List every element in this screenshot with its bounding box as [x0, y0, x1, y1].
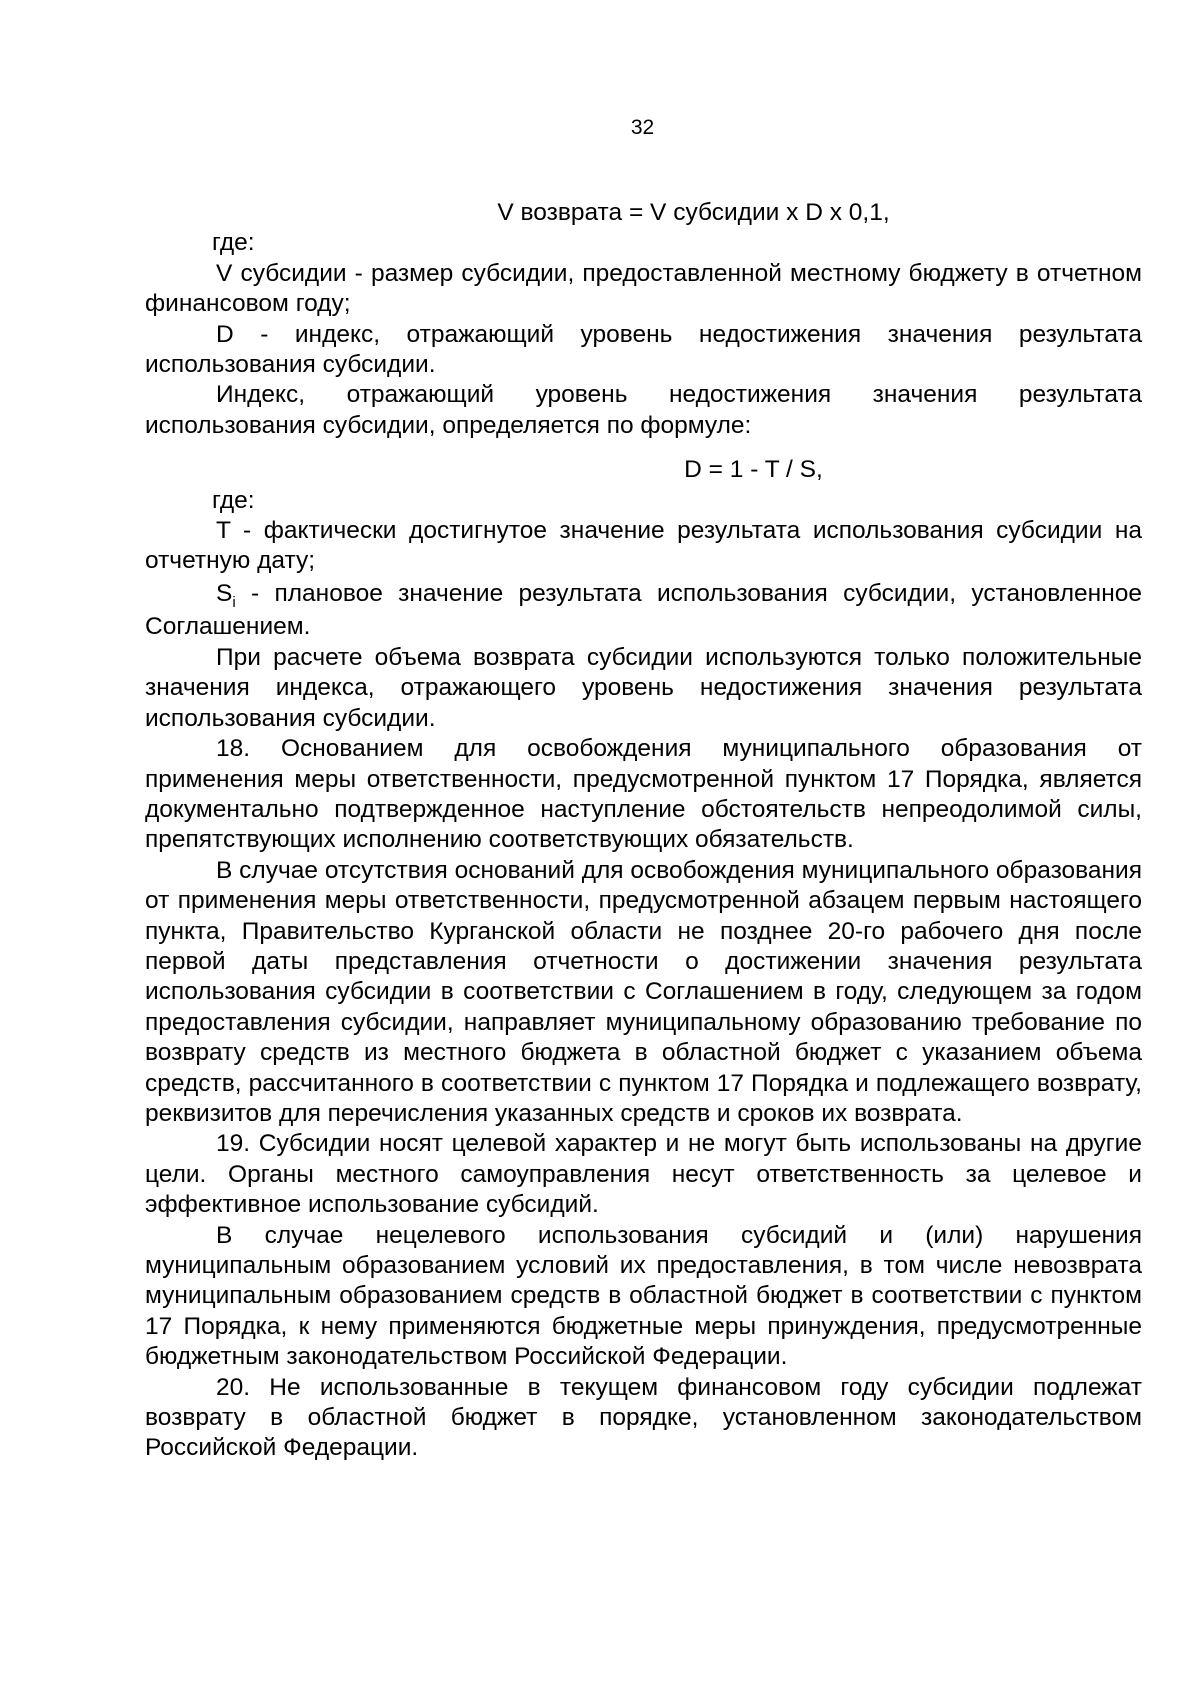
paragraph-positive-values: При расчете объема возврата субсидии используются только положительные значения индекса, отражающего уровень недостижения значения результата использования субсидии. [145, 643, 1142, 732]
paragraph-18-part-2: В случае отсутствия оснований для освобождения муниципального образования от применения меры ответственности, предусмотренной абзацем первым настоящего пункта, Правительство Курганской области не позднее 20-го рабочего дня после первой даты представления отчетности о достижении значения результата использования субсидии в соответствии с Соглашением в году, следующем за годом предоставления субсидии, направляет муниципальному образованию требование по возврату средств из местного бюджета в областной бюджет с указанием объема средств, рассчитанного в соответствии с пунктом 17 Порядка и подлежащего возврату, реквизитов для перечисления указанных средств и сроков их возврата. [145, 856, 1142, 1127]
formula-refund-volume: V возврата = V субсидии x D x 0,1, [497, 199, 890, 226]
paragraph-20: 20. Не использованные в текущем финансовом году субсидии подлежат возврату в областной бюджет в порядке, установленном законодательством Российской Федерации. [145, 1373, 1142, 1462]
s-subscript: i [232, 593, 236, 611]
formula-d-index: D = 1 - T / S, [684, 456, 823, 484]
definition-v-subsidy: V субсидии - размер субсидии, предоставленной местному бюджету в отчетном финансовом году; [145, 259, 1142, 318]
document-body [145, 198, 1142, 1464]
page-number: 32 [630, 116, 655, 139]
index-formula-intro: Индекс, отражающий уровень недостижения значения результата использования субсидии, определяется по формуле: [145, 381, 1142, 439]
paragraph-19-part-2: В случае нецелевого использования субсидий и (или) нарушения муниципальным образованием условий их предоставления, в том числе невозврата муниципальным образованием средств в областной бюджет в соответствии с пунктом 17 Порядка, к нему применяются бюджетные меры принуждения, предусмотренные бюджетным законодательством Российской Федерации. [145, 1221, 1142, 1371]
paragraph-18: 18. Основанием для освобождения муниципального образования от применения меры ответственности, предусмотренной пунктом 17 Порядка, является документально подтвержденное наступление обстоятельств непреодолимой силы, препятствующих исполнению соответствующих обязательств. [145, 735, 1142, 854]
s-symbol: S [216, 579, 233, 607]
definition-t-actual: T - фактически достигнутое значение результата использования субсидии на отчетную дату; [145, 517, 1142, 575]
where-label-2: где: [212, 486, 255, 514]
where-label-1: где: [212, 229, 255, 257]
s-definition-text: - плановое значение результата использования субсидии, установленное Соглашением. [145, 579, 1142, 640]
definition-s-planned [145, 577, 1142, 643]
definition-d-index: D - индекс, отражающий уровень недостижения значения результата использования субсидии. [145, 320, 1142, 379]
paragraph-19: 19. Субсидии носят целевой характер и не могут быть использованы на другие цели. Органы местного самоуправления несут ответственность за целевое и эффективное использование субсидий. [145, 1130, 1142, 1219]
